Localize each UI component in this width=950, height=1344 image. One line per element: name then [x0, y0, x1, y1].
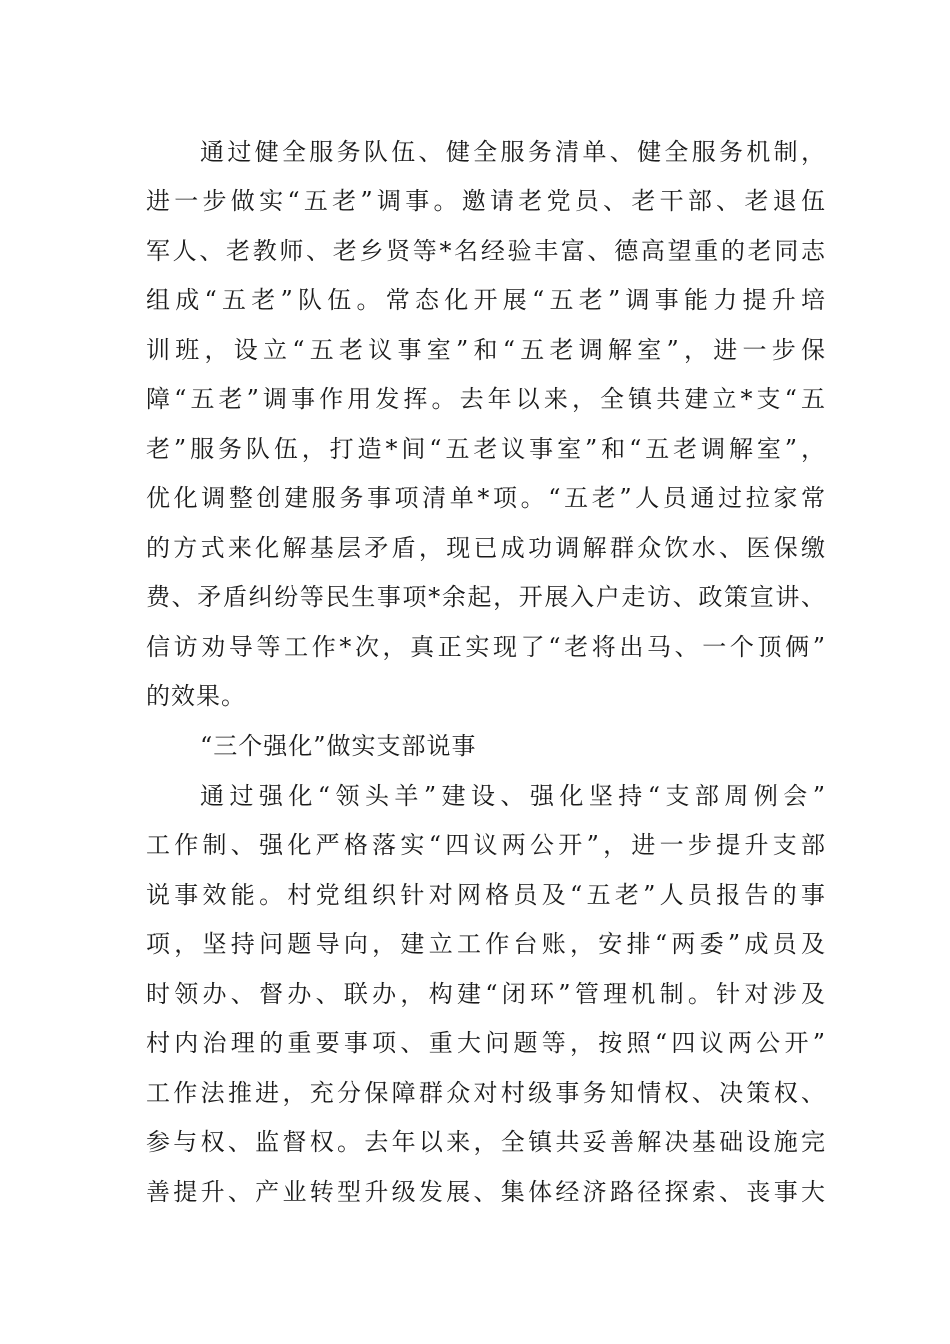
- text-line: 说事效能。村党组织针对网格员及“五老”人员报告的事: [146, 881, 826, 909]
- text-line: 进一步做实“五老”调事。邀请老党员、老干部、老退伍: [146, 187, 826, 215]
- text-line: 的效果。: [146, 682, 246, 710]
- text-line: 时领办、督办、联办，构建“闭环”管理机制。针对涉及: [146, 980, 826, 1008]
- text-line: 通过健全服务队伍、健全服务清单、健全服务机制，: [200, 138, 826, 166]
- text-line: 工作法推进，充分保障群众对村级事务知情权、决策权、: [146, 1079, 826, 1107]
- text-line: 组成“五老”队伍。常态化开展“五老”调事能力提升培: [146, 286, 826, 314]
- text-line: 军人、老教师、老乡贤等*名经验丰富、德高望重的老同志: [146, 237, 826, 265]
- text-line: 项，坚持问题导向，建立工作台账，安排“两委”成员及: [146, 930, 826, 958]
- text-line: 训班，设立“五老议事室”和“五老调解室”，进一步保: [146, 336, 826, 364]
- text-line: 善提升、产业转型升级发展、集体经济路径探索、丧事大: [146, 1178, 826, 1206]
- text-line: 老”服务队伍，打造*间“五老议事室”和“五老调解室”，: [146, 435, 826, 463]
- text-line: 障“五老”调事作用发挥。去年以来，全镇共建立*支“五: [146, 385, 826, 413]
- text-line: 费、矛盾纠纷等民生事项*余起，开展入户走访、政策宣讲、: [146, 583, 826, 611]
- text-line: 村内治理的重要事项、重大问题等，按照“四议两公开”: [146, 1029, 826, 1057]
- text-line: 参与权、监督权。去年以来，全镇共妥善解决基础设施完: [146, 1128, 826, 1156]
- text-line: 优化调整创建服务事项清单*项。“五老”人员通过拉家常: [146, 484, 826, 512]
- text-line: 工作制、强化严格落实“四议两公开”，进一步提升支部: [146, 831, 826, 859]
- text-line: 信访劝导等工作*次，真正实现了“老将出马、一个顶俩”: [146, 633, 826, 661]
- text-line: 的方式来化解基层矛盾，现已成功调解群众饮水、医保缴: [146, 534, 826, 562]
- text-line: 通过强化“领头羊”建设、强化坚持“支部周例会”: [200, 782, 826, 810]
- section-heading: “三个强化”做实支部说事: [200, 732, 477, 760]
